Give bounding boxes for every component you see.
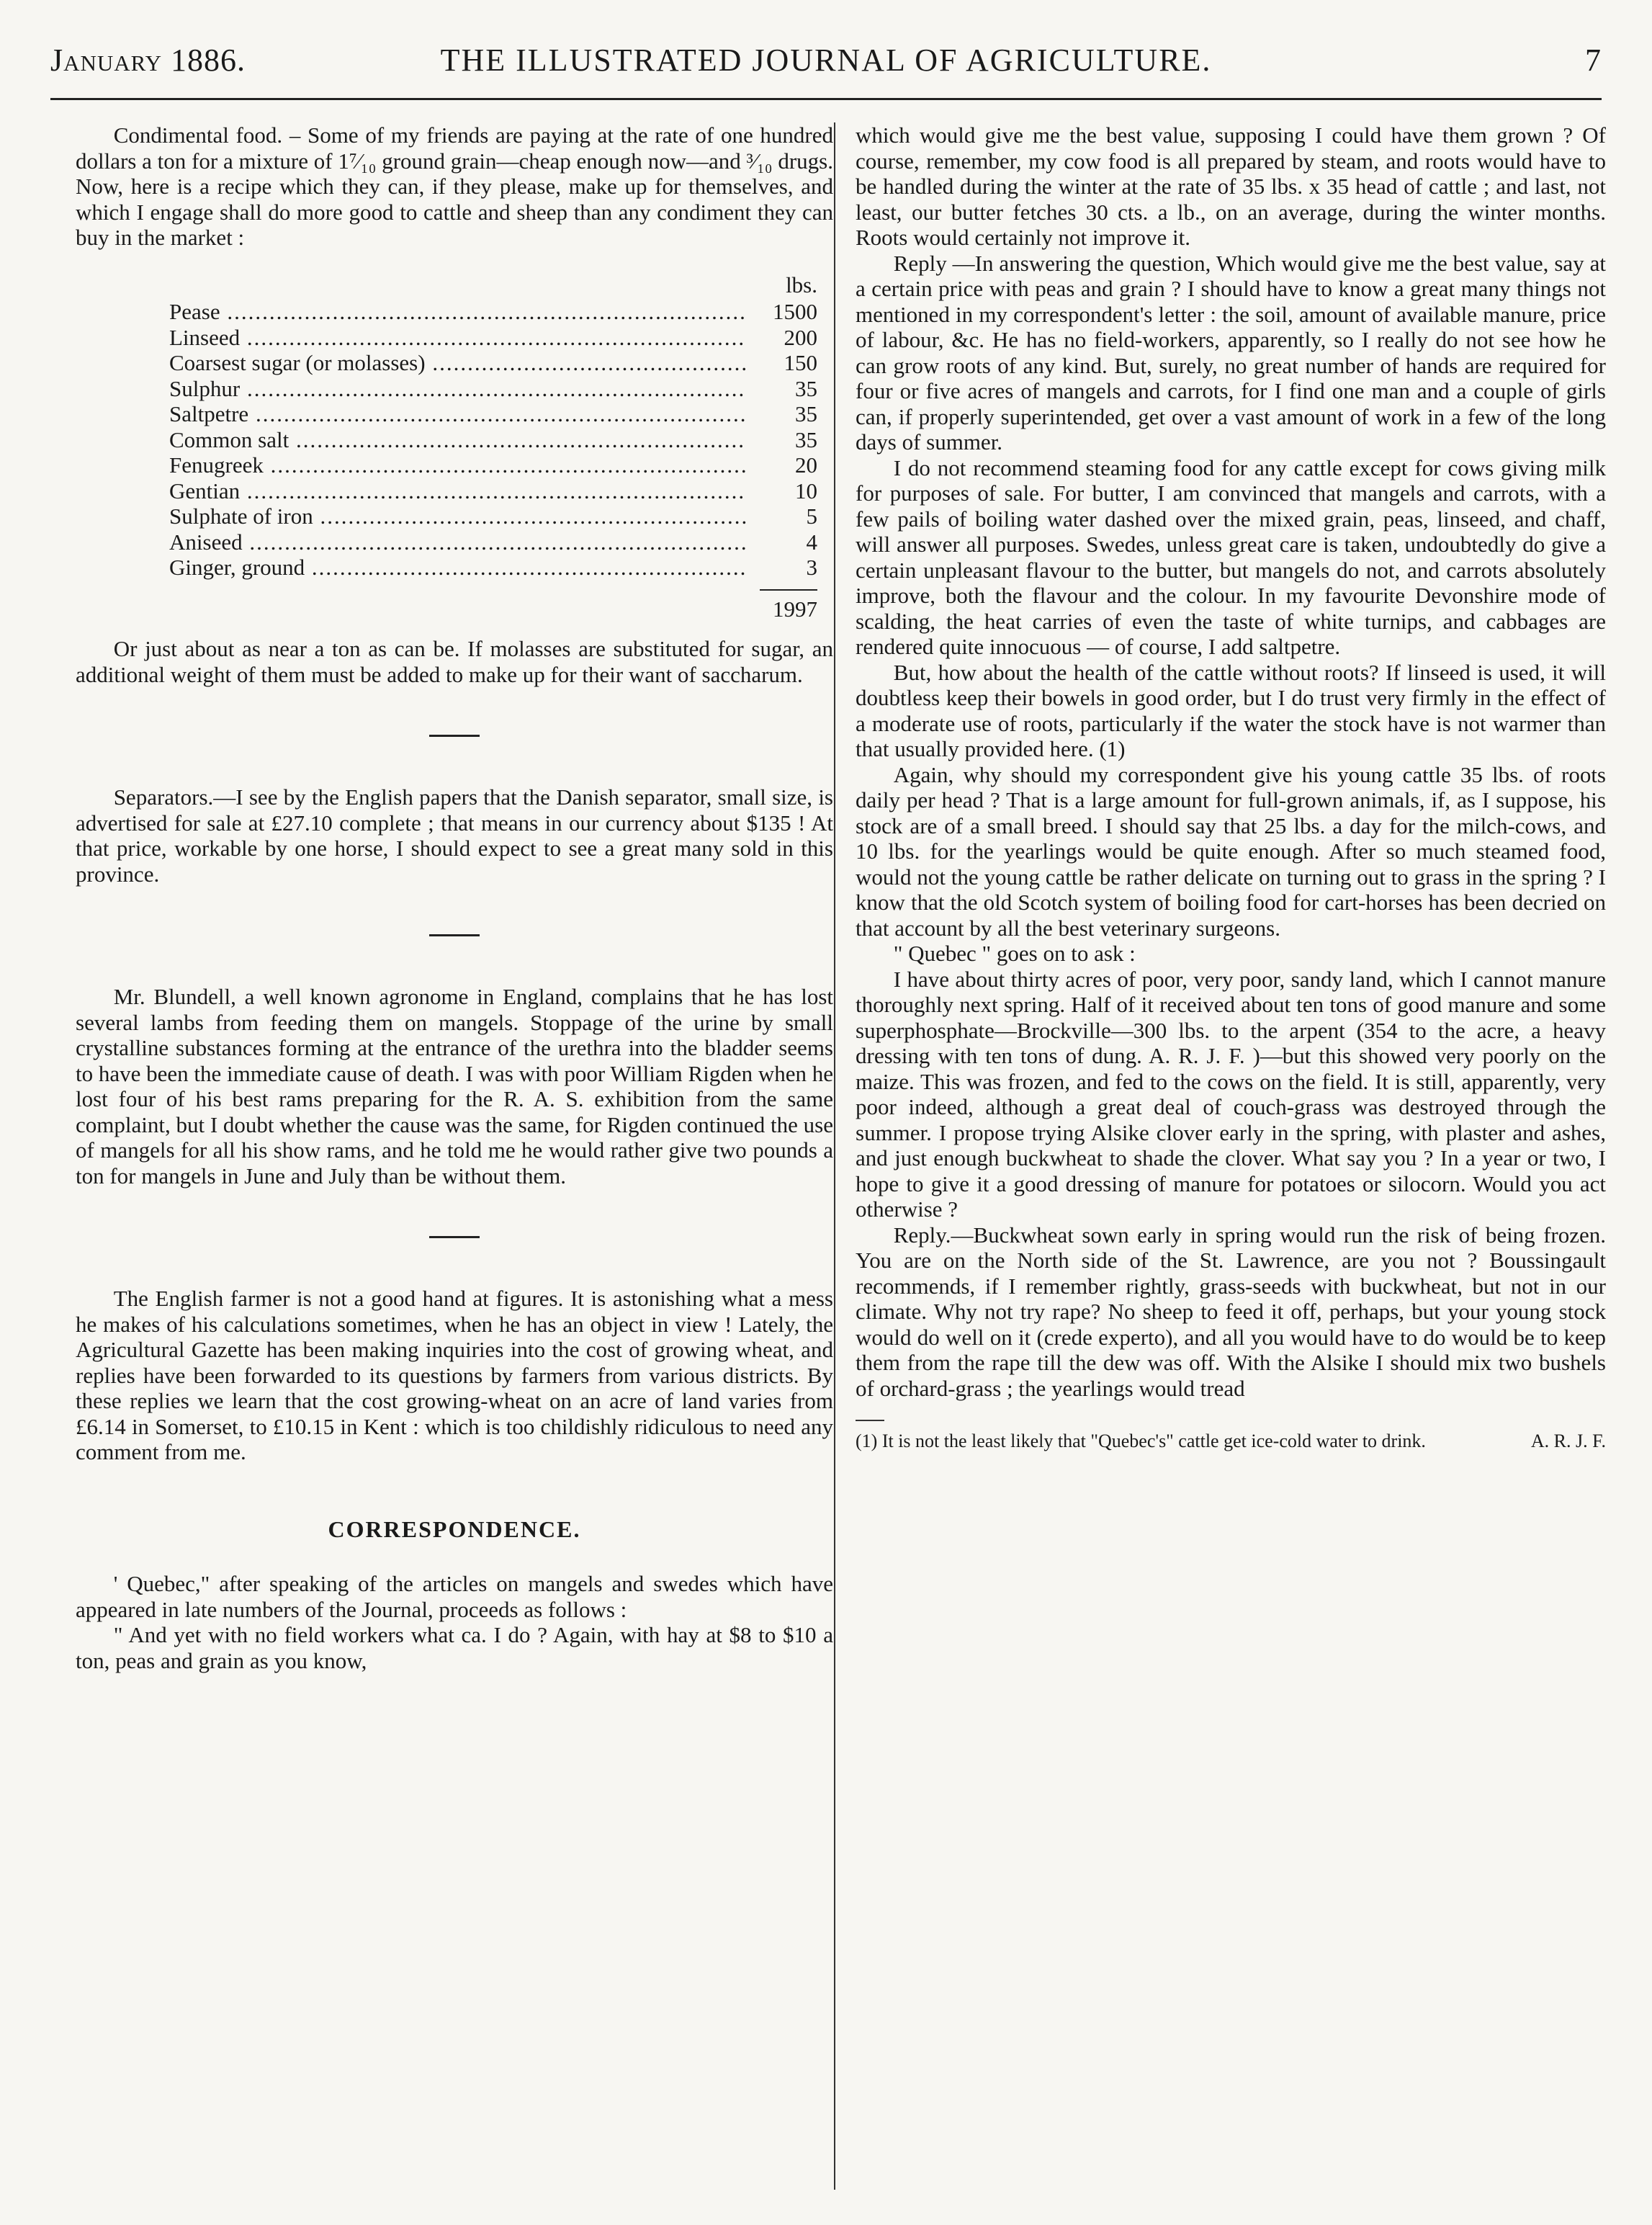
ingredient-name: Aniseed ..... [169,529,747,555]
ingredient-name: Coarsest sugar (or molasses) ..... [169,350,747,376]
issue-date: January 1886. [50,42,246,78]
ingredient-name: Sulphate of iron ..... [169,503,747,529]
ingredient-name: Fenugreek ..... [169,452,747,478]
footnote-rule [856,1420,884,1421]
ingredient-quantity: 3 [806,555,817,580]
recipe-row [169,503,817,529]
ingredient-quantity: 10 [795,478,817,503]
recipe-row [169,325,817,351]
header-rule [50,98,1602,100]
ingredient-quantity: 200 [784,324,817,350]
ingredient-quantity: 5 [806,503,817,529]
recipe-row [169,376,817,402]
steaming-paragraph: I do not recommend steaming food for any cattle except for cows giving milk for purposes of sale. For butter, I am convinced that mangels and carrots, with a few pails of boiling water dashed over the mixed grain, peas, linseed, and chaff, will answer all purposes. Swedes, unless great care is taken, undoubtedly do give a certain unpleasant flavour to the butter, but mangels do not, and carrots absolutely improve, both the flavour and the colour. In my favourite Devonshire mode of scalding, the heat carries of even the taste of white turnips, and cabbages are rendered quite innocuous — of course, I add saltpetre. [856,455,1606,659]
reply-paragraph: Reply —In answering the question, Which would give me the best value, say at a certain price with peas and grain ? I should have to know a great many things not mentioned in my correspondent's letter : the soil, amount of available manure, price of labour, &c. He has no field-workers, apparently, so I really do not see how he can grow roots of any kind. But, surely, no great number of hands are required for four or five acres of mangels and carrots, for I find one man and a couple of girls can, if properly superintended, get over a vast amount of work in a few of the long days of summer. [856,250,1606,455]
quebec-letter-paragraph: " And yet with no field workers what ca. I do ? Again, with hay at $8 to $10 a ton, peas and grain as you know, [76,1622,833,1673]
footnote-signature: A. R. J. F. [1530,1431,1606,1451]
ingredient-quantity: 150 [784,350,817,375]
ingredient-quantity: 35 [795,375,817,401]
recipe-row [169,299,817,325]
ingredient-name: Linseed ..... [169,325,747,351]
page-header [50,42,1602,92]
recipe-row [169,401,817,427]
recipe-row [169,452,817,478]
ingredient-quantity: 1500 [773,299,817,324]
recipe-unit: lbs. [786,272,817,297]
health-paragraph: But, how about the health of the cattle without roots? If linseed is used, it will doubtless keep their bowels in good order, but I do trust very firmly in the effect of a moderate use of roots, particularly if the water the stock have is not warmer than that usually provided here. (1) [856,659,1606,761]
letter-continuation: which would give me the best value, supposing I could have them grown ? Of course, remember, my cow food is all prepared by steam, and roots would have to be handled during the winter at the rate of 35 lbs. x 35 head of cattle ; and last, not least, our butter fetches 30 cts. a lb., on an average, during the winter months. Roots would certainly not improve it. [856,122,1606,250]
page-number: 7 [1585,42,1602,78]
recipe-row [169,529,817,555]
blundell-paragraph: Mr. Blundell, a well known agronome in England, complains that he has lost several lambs from feeding them on mangels. Stoppage of the urine by small crystalline substances forming at the entrance of the urethra into the bladder seems to have been the immediate cause of death. I was with poor William Rigden when he lost four of his best rams preparing for the R. A. S. exhibition from the same complaint, but I doubt whether the cause was the same, for Rigden continued the use of mangels for all his show rams, and he told me he would rather give two pounds a ton for mangels in June and July than be without them. [76,984,833,1188]
ingredient-quantity: 20 [795,452,817,478]
section-divider [429,934,480,936]
separators-paragraph: Separators.—I see by the English papers that the Danish separator, small size, is advertised for sale at £27.10 complete ; that means in our currency about $135 ! At that price, workable by one horse, I should expect to see a great many sold in this province. [76,784,833,887]
ingredient-name: Gentian ..... [169,478,747,504]
english-farmer-paragraph: The English farmer is not a good hand at figures. It is astonishing what a mess he makes of his calculations sometimes, when he has an object in view ! Lately, the Agricultural Gazette has been making inquiries into the cost of growing wheat, and replies have been forwarded to its questions by farmers from various districts. By these replies we learn that the cost growing-wheat on an acre of land varies from £6.14 in Somerset, to £10.15 in Kent : which is too childishly ridiculous to need any comment from me. [76,1286,833,1464]
recipe-table [169,272,817,622]
journal-title: THE ILLUSTRATED JOURNAL OF AGRICULTURE. [440,42,1212,78]
footnote [856,1430,1606,1453]
sandy-land-paragraph: I have about thirty acres of poor, very poor, sandy land, which I cannot manure thoroughly next spring. Half of it received about ten tons of good manure and some superphosphate—Brockville—300 lbs. to the arpent (354 to the acre, a heavy dressing with ten tons of dung. A. R. J. F. )—but this showed very poorly on the maize. This was frozen, and fed to the cows on the field. It is still, apparently, very poor indeed, although a great deal of couch-grass was destroyed through the summer. I propose trying Alsike clover early in the spring, with plaster and ashes, and just enough buckwheat to shade the clover. What say you ? In a year or two, I hope to give it a good dressing of manure for potatoes or silocorn. Would you act otherwise ? [856,966,1606,1222]
ingredient-name: Sulphur ..... [169,376,747,402]
recipe-row [169,427,817,453]
quebec-asks-paragraph: " Quebec " goes on to ask : [893,941,1136,966]
total-rule [760,589,817,591]
ingredient-name: Saltpetre ..... [169,401,747,427]
ingredient-quantity: 35 [795,401,817,426]
ingredient-quantity: 4 [806,529,817,555]
recipe-row [169,350,817,376]
recipe-total: 1997 [773,596,817,622]
footnote-text: (1) It is not the least likely that "Quebec's" cattle get ice-cold water to drink. [856,1431,1426,1451]
molasses-paragraph: Or just about as near a ton as can be. If molasses are substituted for sugar, an additional weight of them must be added to make up for their want of saccharum. [76,636,833,687]
quebec-intro-paragraph: ' Quebec," after speaking of the articles on mangels and swedes which have appeared in late numbers of the Journal, proceeds as follows : [76,1571,833,1622]
column-divider [834,122,835,2190]
left-column [76,122,833,1673]
buckwheat-reply-paragraph: Reply.—Buckwheat sown early in spring would run the risk of being frozen. You are on the North side of the St. Lawrence, are you not ? Boussingault recommends, if I remember rightly, grass-seeds with buckwheat, but not in our climate. Why not try rape? No sheep to feed it off, perhaps, but your young stock would do well on it (crede experto), and all you would have to do would be to keep them from the rape till the dew was off. With the Alsike I should mix two bushels of orchard-grass ; the yearlings would tread [856,1222,1606,1401]
ingredient-name: Common salt ..... [169,427,747,453]
ingredient-quantity: 35 [795,426,817,452]
section-divider [429,1236,480,1238]
correspondence-heading: CORRESPONDENCE. [328,1516,581,1542]
condimental-food-paragraph: Condimental food. – Some of my friends are paying at the rate of one hundred dollars a ton for a mixture of 1⁷⁄₁₀ ground grain—cheap enough now—and ³⁄₁₀ drugs. Now, here is a recipe which they can, if they please, make up for themselves, and which I engage shall do more good to cattle and sheep than any condiment they can buy in the market : [76,122,833,250]
ingredient-name: Ginger, ground ..... [169,555,747,581]
ingredient-name: Pease ..... [169,299,747,325]
right-column [856,122,1606,1453]
recipe-row [169,478,817,504]
young-cattle-paragraph: Again, why should my correspondent give his young cattle 35 lbs. of roots daily per head ? That is a large amount for full-grown animals, if, as I suppose, his stock are of a small breed. I should say that 25 lbs. a day for the milch-cows, and 10 lbs. for the yearlings would be quite enough. After so much steamed food, would not the young cattle be rather delicate on turning out to grass in the spring ? I know that the old Scotch system of boiling food for cart-horses has been decried on that account by all the best veterinary surgeons. [856,761,1606,941]
section-divider [429,735,480,737]
recipe-row [169,555,817,581]
